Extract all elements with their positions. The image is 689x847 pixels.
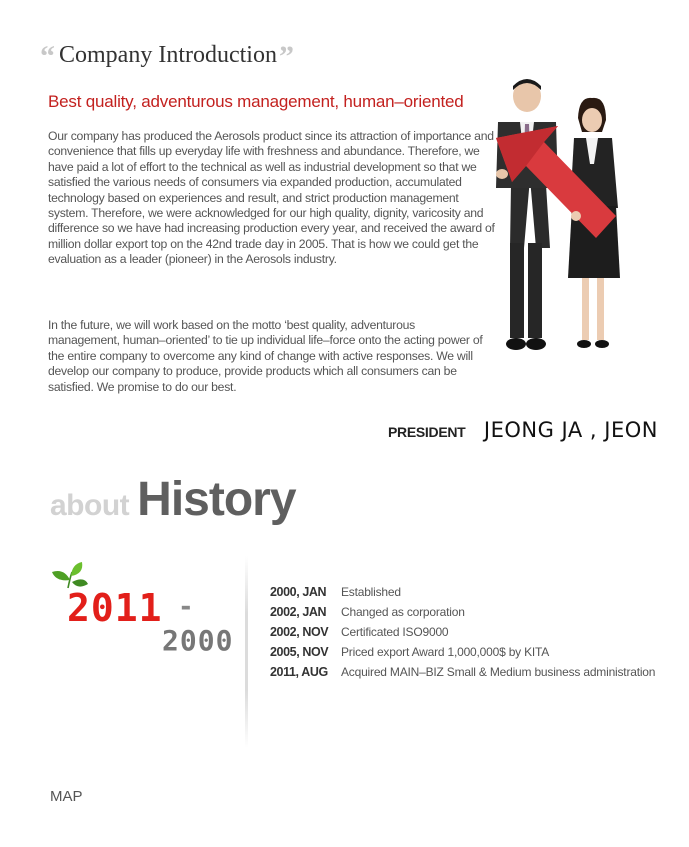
timeline-divider — [245, 556, 248, 748]
quote-open-icon: “ — [40, 40, 55, 73]
timeline-row — [270, 642, 655, 662]
president-photo — [484, 78, 634, 358]
timeline-row — [270, 622, 655, 642]
timeline-row — [270, 602, 655, 622]
timeline-event: Established — [341, 585, 401, 599]
president-signature — [388, 418, 658, 442]
section-title-text: Company Introduction — [59, 42, 277, 68]
president-name: JEONG JA , JEON — [483, 418, 658, 442]
timeline-event: Certificated ISO9000 — [341, 625, 449, 639]
president-label: PRESIDENT — [388, 424, 466, 440]
history-year-dash: - — [178, 592, 194, 622]
history-title-big: History — [137, 473, 296, 526]
timeline-date: 2011, AUG — [270, 665, 328, 679]
timeline-date: 2005, NOV — [270, 645, 329, 659]
timeline-date: 2002, JAN — [270, 605, 327, 619]
timeline-event: Acquired MAIN–BIZ Small & Medium business administration — [341, 665, 656, 679]
intro-paragraph-1: Our company has produced the Aerosols product since its attraction of importance and convenience that fills up everyday life with freshness and abundance. Therefore, we have paid a lot of effort to the technical as well as industrial development so that we satisfied the various needs of consumers via expanded production, accumulated technology based on experiences and result, and strict production management system. Therefore, we were acknowledged for our high quality, dignity, varicosity and difference so we have had increasing production every year, and received the award of million dollar export top on the 42nd trade day in 2005. That is how we could get the evaluation as a leader (pioneer) in the Aerosols industry. — [48, 129, 495, 267]
timeline-event: Changed as corporation — [341, 605, 465, 619]
intro-paragraph-2: In the future, we will work based on the motto ‘best quality, adventurous management, human–oriented’ to tie up individual life–force onto the acting power of the entire company to overcome any kind of change with active responses. We will develop our company to produce, provide products which all consumers can be satisfied. We promise to do our best. — [48, 318, 483, 394]
quote-close-icon: ” — [278, 40, 294, 73]
history-timeline — [270, 582, 655, 682]
section-title-intro — [40, 40, 294, 74]
map-link[interactable]: MAP — [50, 788, 83, 805]
history-year-end: 2000 — [162, 624, 234, 657]
timeline-event: Priced export Award 1,000,000$ by KITA — [341, 645, 550, 659]
timeline-row — [270, 662, 655, 682]
timeline-date: 2000, JAN — [270, 585, 327, 599]
company-motto: Best quality, adventurous management, human–oriented — [48, 92, 464, 111]
timeline-date: 2002, NOV — [270, 625, 329, 639]
history-title-small: about — [50, 489, 130, 522]
man-figure — [496, 79, 558, 350]
timeline-row — [270, 582, 655, 602]
history-year-start: 2011 — [67, 586, 163, 630]
section-title-history — [50, 472, 296, 527]
